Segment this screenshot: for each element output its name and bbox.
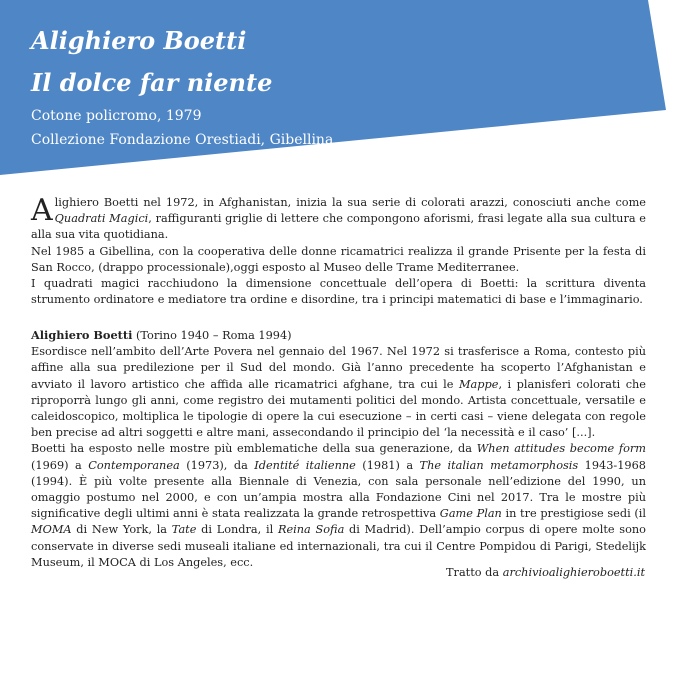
intro-paragraph-3: I quadrati magici racchiudono la dimensione concettuale dell’opera di Boetti: la scrittura diventa strumento ordinatore e mediatore tra ordine e disordine, tra i principi matematici di base e l’immaginario. [31,277,646,307]
bio-paragraph-2: Boetti ha esposto nelle mostre più emblematiche della sua generazione, da When attitudes become form (1969) a Contemporanea (1973), da Identité italienne (1981) a The italian metamorphosis 1943-1968 (1994). È più volte presente alla Biennale di Venezia, con sala personale nell’edizione del 1990, un omaggio postumo nel 2000, e con un’ampia mostra alla Fondazione Cini nel 2017. Tra le mostre più significative degli ultimi anni è stata realizzata la grande retrospettiva Game Plan in tre prestigiose sedi (il MOMA di New York, la Tate di Londra, il Reina Sofia di Madrid). Dell’ampio corpus di opere molte sono conservate in diverse sedi museali italiane ed internazionali, tra cui il Centre Pompidou di Parigi, Stedelijk Museum, il MOCA di Los Angeles, ecc. [31,442,646,569]
bio-paragraph-1: Esordisce nell’ambito dell’Arte Povera nel gennaio del 1967. Nel 1972 si trasferisce a Roma, contesto più affine alla sua predilezione per il Sud del mondo. Già l’anno precedente ha scoperto l’Afghanistan e avviato il lavoro artistico che affida alle ricamatrici afghane, tra cui le Mappe, i planisferi colorati che riproporrà lungo gli anni, come registro dei mutamenti politici del mondo. Artista concettuale, versatile e caleidoscopico, moltiplica le tipologie di opere la cui esecuzione – in certi casi – viene delegata con regole ben precise ad altri soggetti e altre mani, assecondando il principio del ‘la necessità e il caso’ [...]. [31,345,646,440]
source-link: archivioalighieroboetti.it [502,566,645,579]
drop-cap: A [31,193,53,228]
bio-name: Alighiero Boetti [31,328,133,342]
bio-heading [31,327,646,344]
artwork-collection: Collezione Fondazione Orestiadi, Gibellina [31,132,334,148]
artist-name: Alighiero Boetti [31,26,247,55]
bio-dates: (Torino 1940 – Roma 1994) [132,329,292,342]
intro-paragraph-2: Nel 1985 a Gibellina, con la cooperativa delle donne ricamatrici realizza il grande Prisente per la festa di San Rocco, (drappo processionale),oggi esposto al Museo delle Trame Mediterranee. [31,244,646,274]
artwork-title: Il dolce far niente [31,68,273,97]
artwork-medium: Cotone policromo, 1979 [31,108,202,124]
biography-section [31,327,646,571]
source-credit: Tratto da archivioalighieroboetti.it [446,566,645,579]
intro-paragraph-1: Alighiero Boetti nel 1972, in Afghanistan, inizia la sua serie di colorati arazzi, conosciuti anche come Quadrati Magici, raffiguranti griglie di lettere che compongono aforismi, frasi legate alla sua cultura e alla sua vita quotidiana. [31,193,646,242]
intro-section [31,195,646,308]
